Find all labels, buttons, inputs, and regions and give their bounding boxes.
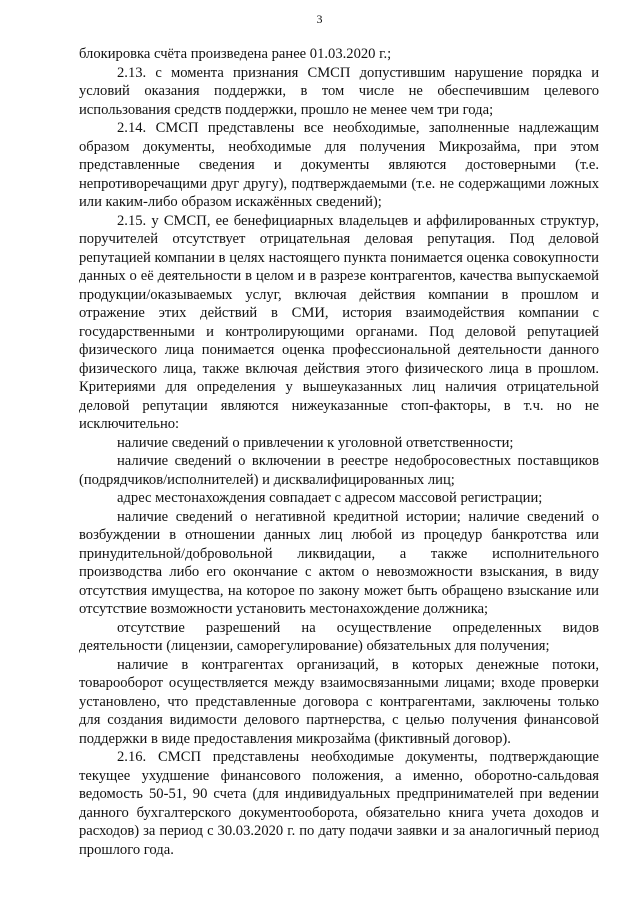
paragraph-2-16: 2.16. СМСП представлены необходимые документы, подтверждающие текущее ухудшение финансового положения, а именно, оборотно-сальдовая ведомость 50-51, 90 счета (для индивидуальных предпринимателей при ведении данного бухгалтерского документооборота, обязательно книга учета доходов и расходов) за период с 30.03.2020 г. по дату подачи заявки и за аналогичный период прошлого года. bbox=[79, 749, 599, 858]
paragraph-2-14: 2.14. СМСП представлены все необходимые, заполненные надлежащим образом документы, необходимые для получения Микрозайма, при этом представленные сведения и документы являются достоверными (т.е. непротиворечащими друг другу), подтверждаемыми (т.е. не содержащими ложных или каким-либо образом искажённых сведений); bbox=[79, 120, 599, 210]
page-number: 3 bbox=[316, 12, 323, 26]
stop-factor-missing-licenses: отсутствие разрешений на осуществление определенных видов деятельности (лицензии, саморегулирование) обязательных для получения; bbox=[79, 619, 599, 654]
paragraph-2-13: 2.13. с момента признания СМСП допустившим нарушение порядка и условий оказания поддержки, в том числе не обеспечившим целевого использования средств поддержки, прошло не менее чем три года; bbox=[79, 64, 599, 118]
stop-factor-unfair-suppliers-registry: наличие сведений о включении в реестре недобросовестных поставщиков (подрядчиков/исполнителей) и дисквалифицированных лиц; bbox=[79, 453, 599, 488]
stop-factor-mass-registration-address: адрес местонахождения совпадает с адресом массовой регистрации; bbox=[117, 490, 543, 506]
stop-factor-negative-credit-history: наличие сведений о негативной кредитной истории; наличие сведений о возбуждении в отношении данных лиц любой из процедур банкротства или принудительной/добровольной ликвидации, а также исполнительного производства либо его окончание с актом о невозможности взыскания, в виду отсутствия имущества, на которое по закону может быть обращено взыскание или отсутствие возможности установить местонахождение должника; bbox=[79, 508, 599, 617]
paragraph-2-15: 2.15. у СМСП, ее бенефициарных владельцев и аффилированных структур, поручителей отсутствует отрицательная деловая репутация. Под деловой репутацией компании в целях настоящего пункта понимается оценка совокупности данных о её деятельности в целом и в разрезе контрагентов, качества выпускаемой продукции/оказываемых услуг, включая действия компании в прошлом и отражение этих действий в СМИ, история взаимодействия компании с государственными и контролирующими органами. Под деловой репутацией физического лица понимается оценка профессиональной деятельности данного физического лица, также включая действия этого физического лица в прошлом. Критериями для определения у вышеуказанных лиц наличия отрицательной деловой репутации являются нижеуказанные стоп-факторы, в т.ч. но не исключительно: bbox=[79, 212, 599, 432]
stop-factor-criminal-liability: наличие сведений о привлечении к уголовной ответственности; bbox=[117, 434, 514, 451]
document-body bbox=[79, 45, 599, 859]
paragraph-continued: блокировка счёта произведена ранее 01.03.2020 г.; bbox=[79, 46, 392, 62]
stop-factor-affiliated-counterparties: наличие в контрагентах организаций, в которых денежные потоки, товарооборот осуществляется между взаимосвязанными лицами; входе проверки установлено, что представленные договора с контрагентами, заключены только для создания видимости делового партнерства, с целью получения финансовой поддержки в виде предоставления микрозайма (фиктивный договор). bbox=[79, 656, 599, 747]
